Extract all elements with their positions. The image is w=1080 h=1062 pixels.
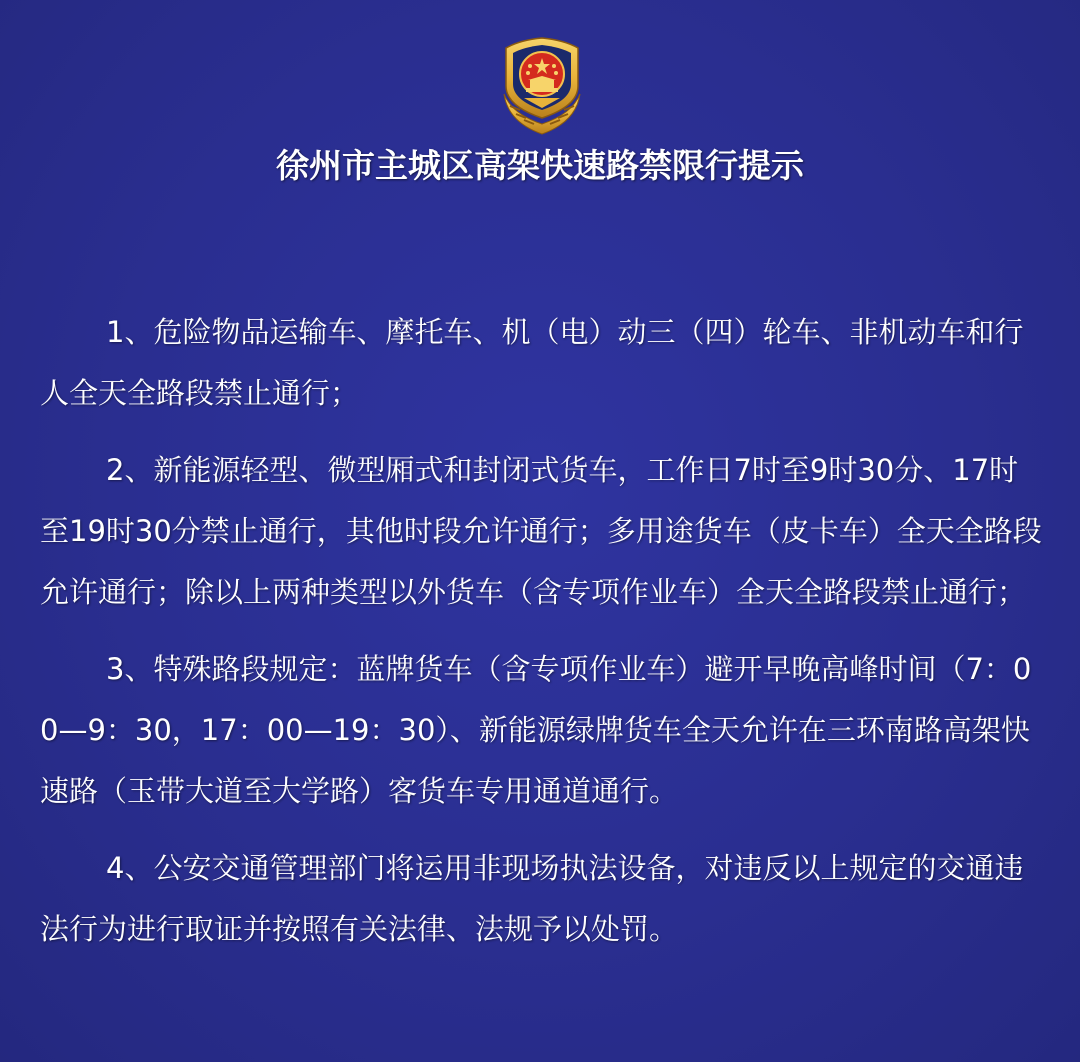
notice-paragraph-4: 4、公安交通管理部门将运用非现场执法设备，对违反以上规定的交通违法行为进行取证并按照有关法律、法规予以处罚。 [40, 851, 1024, 946]
notice-title: 徐州市主城区高架快速路禁限行提示 [276, 146, 804, 185]
notice-paragraph-2: 2、新能源轻型、微型厢式和封闭式货车，工作日7时至9时30分、17时至19时30分禁止通行，其他时段允许通行；多用途货车（皮卡车）全天全路段允许通行；除以上两种类型以外货车（含专项作业车）全天全路段禁止通行； [40, 453, 1042, 609]
police-emblem-icon [494, 34, 590, 138]
notice-paragraph-3: 3、特殊路段规定：蓝牌货车（含专项作业车）避开早晚高峰时间（7：00—9：30，17：00—19：30）、新能源绿牌货车全天允许在三环南路高架快速路（玉带大道至大学路）客货车专用通道通行。 [40, 652, 1032, 808]
notice-paragraph-1: 1、危险物品运输车、摩托车、机（电）动三（四）轮车、非机动车和行人全天全路段禁止通行； [40, 315, 1024, 410]
notice-body [40, 302, 1044, 976]
